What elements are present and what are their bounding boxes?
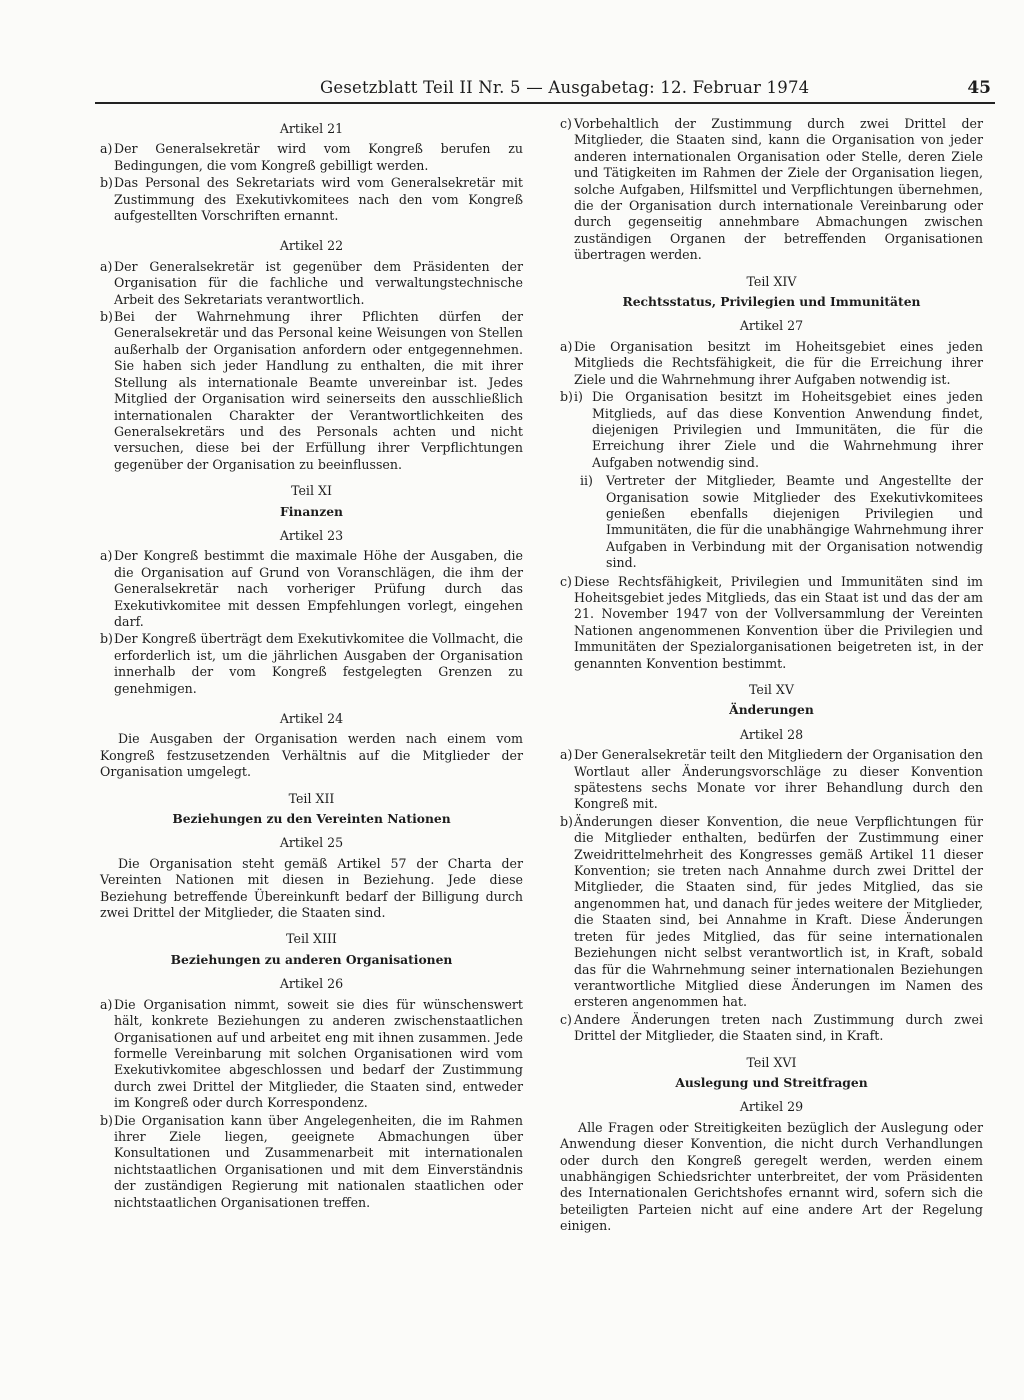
paragraph-item <box>100 997 523 1112</box>
article-heading: Artikel 25 <box>279 835 344 851</box>
item-text: Andere Änderungen treten nach Zustimmung durch zwei Drittel der Mitglieder, die Staaten sind, in Kraft. <box>574 1011 983 1044</box>
part-heading: Teil XIII <box>286 931 337 947</box>
item-label: a) <box>560 747 573 763</box>
item-text: Der Generalsekretär wird vom Kongreß berufen zu Bedingungen, die vom Kongreß gebilligt werden. <box>114 141 523 173</box>
article-text: Die Organisation steht gemäß Artikel 57 der Charta der Vereinten Nationen mit diesen in Beziehung. Jede diese Beziehung betreffende Übereinkunft bedarf der Billigung durch zwei Drittel der Mitglieder, die Staaten sind. <box>100 855 523 921</box>
item-text: Der Kongreß überträgt dem Exekutivkomitee die Vollmacht, die erforderlich ist, um die jährlichen Ausgaben der Organisation innerhalb der vom Kongreß festgelegten Grenzen zu genehmigen. <box>114 631 523 696</box>
item-label: a) <box>100 141 113 157</box>
item-text: Bei der Wahrnehmung ihrer Pflichten dürfen der Generalsekretär und das Personal keine Weisungen von Stellen außerhalb der Organisation anfordern oder entgegennehmen. Sie haben sich jeder Handlung zu enthalten, die mit ihrer Stellung als internationale Beamte unvereinbar ist. Jedes Mitglied der Organisation wird seinerseits den ausschließlich internationalen Charakter der Verantwortlichkeiten des Generalsekretärs und des Personals achten und nicht versuchen, diese bei der Erfüllung ihrer Verpflichtungen gegenüber der Organisation zu beeinflussen. <box>114 309 523 472</box>
item-label: b) <box>560 389 573 405</box>
left-column <box>100 116 523 1212</box>
item-label: c) <box>560 573 572 589</box>
article-heading: Artikel 21 <box>279 121 344 136</box>
item-label: b) <box>100 175 113 191</box>
article-heading: Artikel 29 <box>739 1099 804 1115</box>
item-text: Die Organisation besitzt im Hoheitsgebiet eines jeden Mitglieds die Rechtsfähigkeit, die für die Erreichung ihrer Ziele und die Wahrnehmung ihrer Aufgaben notwendig ist. <box>574 338 983 387</box>
subitem-label: ii) <box>580 473 593 489</box>
item-label: b) <box>560 813 573 829</box>
part-title: Beziehungen zu anderen Organisationen <box>170 951 453 967</box>
paragraph-item <box>560 747 983 813</box>
item-label: b) <box>100 631 113 647</box>
article-heading: Artikel 28 <box>739 726 804 742</box>
subitem-text: Vertreter der Mitglieder, Beamte und Angestellte der Organisation sowie Mitglieder des Exekutivkomitees genießen ebenfalls diejenigen Privilegien und Immunitäten, die für die unabhängige Wahrnehmung ihrer Aufgaben in Verbindung mit der Organisation notwendig sind. <box>606 473 983 571</box>
part-heading: Teil XI <box>291 483 332 499</box>
article-heading: Artikel 26 <box>279 976 344 992</box>
part-heading: Teil XVI <box>746 1054 797 1070</box>
page-header <box>95 74 995 104</box>
item-text: Das Personal des Sekretariats wird vom Generalsekretär mit Zustimmung des Exekutivkomitees nach den vom Kongreß aufgestellten Vorschriften ernannt. <box>114 175 523 224</box>
article-heading: Artikel 22 <box>279 238 344 254</box>
item-text: Der Kongreß bestimmt die maximale Höhe der Ausgaben, die die Organisation auf Grund von Voranschlägen, die ihm der Generalsekretär nach vorheriger Prüfung durch das Exekutivkomitee mit dessen Empfehlungen vorlegt, eingehen darf. <box>114 548 523 629</box>
part-title: Auslegung und Streitfragen <box>675 1074 868 1090</box>
paragraph-item <box>560 339 983 388</box>
item-text: Vorbehaltlich der Zustimmung durch zwei Drittel der Mitglieder, die Staaten sind, kann die Organisation von jeder anderen internationalen Organisation oder Stelle, deren Ziele und Tätigkeiten im Rahmen der Ziele der Organisation liegen, solche Aufgaben, Hilfsmittel und Verpflichtungen übernehmen, die der Organisation durch internationale Vereinbarung oder durch gegenseitig annehmbare Abmachungen zwischen zuständigen Organen der betreffenden Organisationen übertragen werden. <box>574 116 983 263</box>
paragraph-item <box>100 548 523 630</box>
article-heading: Artikel 24 <box>279 711 344 726</box>
paragraph-item <box>560 814 983 1011</box>
item-label: a) <box>100 996 113 1012</box>
paragraph-item <box>100 309 523 473</box>
header-title: Gesetzblatt Teil II Nr. 5 — Ausgabetag: 12. Februar 1974 <box>320 78 810 97</box>
part-title: Rechtsstatus, Privilegien und Immunitäten <box>622 294 921 310</box>
item-label: b) <box>100 309 113 325</box>
item-label: c) <box>560 116 572 131</box>
part-title: Beziehungen zu den Vereinten Nationen <box>172 811 451 827</box>
part-heading: Teil XII <box>288 790 335 806</box>
paragraph-item <box>560 389 983 571</box>
item-label: a) <box>560 338 573 354</box>
part-title: Änderungen <box>729 702 814 718</box>
paragraph-item <box>560 116 983 264</box>
part-title: Finanzen <box>280 503 343 519</box>
item-text: Der Generalsekretär teilt den Mitgliedern der Organisation den Wortlaut aller Änderungsvorschläge zu dieser Konvention spätestens sechs Monate vor ihrer Behandlung durch den Kongreß mit. <box>574 747 983 812</box>
paragraph-item <box>100 631 523 697</box>
item-label: a) <box>100 258 113 274</box>
item-text: Änderungen dieser Konvention, die neue Verpflichtungen für die Mitglieder enthalten, bedürfen der Zustimmung einer Zweidrittelmehrheit des Kongresses gemäß Artikel 11 dieser Konvention; sie treten nach Annahme durch zwei Drittel der Mitglieder, die Staaten sind, für jedes Mitglied, das sie angenommen hat, und danach für jedes weitere der Mitglieder, die Staaten sind, bei Annahme in Kraft. Diese Änderungen treten für jedes Mitglied, das für seine internationalen Beziehungen nicht selbst verantwortlich ist, in Kraft, sobald das für die Wahrnehmung seiner internationalen Beziehungen verantwortliche Mitglied diese Änderungen im Namen des ersteren angenommen hat. <box>574 813 983 1010</box>
paragraph-item <box>560 1012 983 1045</box>
subparagraph-item <box>574 389 983 471</box>
article-text: Die Ausgaben der Organisation werden nach einem vom Kongreß festzusetzenden Verhältnis auf die Mitglieder der Organisation umgelegt. <box>100 731 523 780</box>
item-label: b) <box>100 1112 113 1128</box>
paragraph-item <box>100 141 523 174</box>
item-label: a) <box>100 548 113 564</box>
article-heading: Artikel 27 <box>739 318 804 334</box>
subitem-label: i) <box>574 389 583 405</box>
item-text: Diese Rechtsfähigkeit, Privilegien und Immunitäten sind im Hoheitsgebiet jedes Mitglieds, das ein Staat ist und das der am 21. November 1947 von der Vollversammlung der Vereinten Nationen angenommenen Konvention über die Privilegien und Immunitäten der Spezialorganisationen beigetreten ist, in der genannten Konvention bestimmt. <box>574 573 983 671</box>
paragraph-item <box>100 1113 523 1211</box>
part-heading: Teil XIV <box>746 273 797 289</box>
right-column <box>560 116 983 1237</box>
part-heading: Teil XV <box>749 682 794 697</box>
paragraph-item <box>560 574 983 672</box>
page-number: 45 <box>967 78 991 98</box>
article-heading: Artikel 23 <box>279 527 344 543</box>
subitem-text: Die Organisation besitzt im Hoheitsgebiet eines jeden Mitglieds, auf das diese Konvention Anwendung findet, diejenigen Privilegien und Immunitäten, die für die Erreichung ihrer Ziele und die Wahrnehmung ihrer Aufgaben notwendig sind. <box>592 389 983 470</box>
item-text: Die Organisation kann über Angelegenheiten, die im Rahmen ihrer Ziele liegen, geeignete Abmachungen über Konsultationen und Zusammenarbeit mit internationalen nichtstaatlichen Organisationen und mit dem Einverständnis der zuständigen Regierung mit nationalen staatlichen oder nichtstaatlichen Organisationen treffen. <box>114 1112 523 1210</box>
paragraph-item <box>100 175 523 224</box>
paragraph-item <box>100 259 523 308</box>
item-text: Der Generalsekretär ist gegenüber dem Präsidenten der Organisation für die fachliche und verwaltungstechnische Arbeit des Sekretariats verantwortlich. <box>114 258 523 307</box>
article-text: Alle Fragen oder Streitigkeiten bezüglich der Auslegung oder Anwendung dieser Konvention, die nicht durch Verhandlungen oder durch den Kongreß geregelt werden, werden einem unabhängigen Schiedsrichter unterbreitet, der vom Präsidenten des Internationalen Gerichtshofes ernannt wird, sofern sich die beteiligten Parteien nicht auf eine andere Art der Regelung einigen. <box>560 1119 983 1234</box>
item-label: c) <box>560 1011 572 1027</box>
item-text: Die Organisation nimmt, soweit sie dies für wünschenswert hält, konkrete Beziehungen zu anderen zwischenstaatlichen Organisationen auf und arbeitet eng mit ihnen zusammen. Jede formelle Vereinbarung mit solchen Organisationen wird vom Exekutivkomitee abgeschlossen und bedarf der Zustimmung durch zwei Drittel der Mitglieder, die Staaten sind, entweder im Kongreß oder durch Korrespondenz. <box>114 996 523 1111</box>
subparagraph-item <box>574 473 983 571</box>
